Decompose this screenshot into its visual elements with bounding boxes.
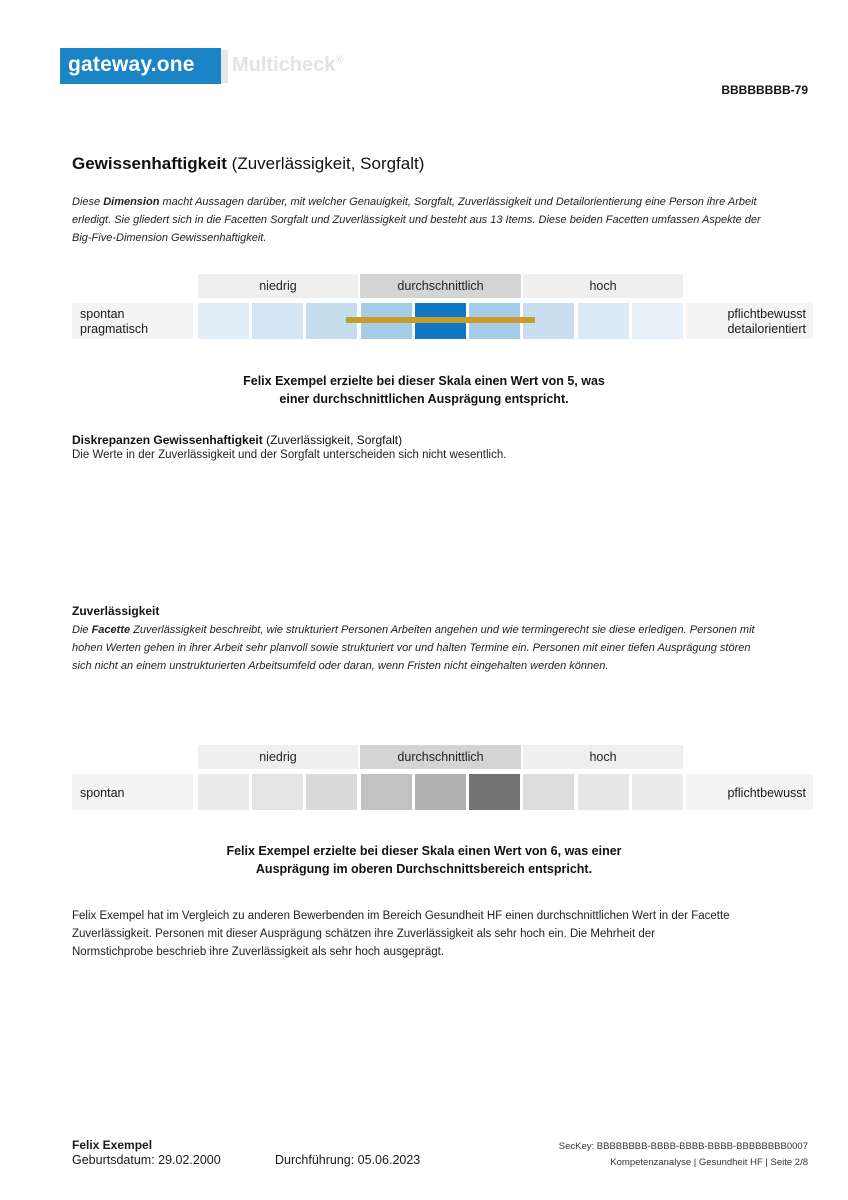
dimension-title bbox=[72, 154, 424, 174]
dimension-title-rest: (Zuverlässigkeit, Sorgfalt) bbox=[231, 154, 425, 173]
discrepancy-heading-bold: Diskrepanzen Gewissenhaftigkeit bbox=[72, 433, 263, 447]
intro-bold: Dimension bbox=[103, 196, 160, 208]
scale-cell-6 bbox=[469, 774, 520, 810]
confidence-range-marker bbox=[346, 317, 535, 323]
footer-meta: Kompetenzanalyse | Gesundheit HF | Seite 2/8 bbox=[610, 1157, 808, 1168]
intro-line-3: Big-Five-Dimension Gewissenhaftigkeit. bbox=[72, 232, 267, 244]
band-high: hoch bbox=[523, 274, 683, 298]
scale-left-label bbox=[72, 774, 193, 810]
facet-scale bbox=[72, 745, 813, 815]
band-low: niedrig bbox=[198, 274, 358, 298]
scale-cell-3 bbox=[306, 774, 357, 810]
scale-cell-9 bbox=[632, 774, 683, 810]
intro-line-2: erledigt. Sie gliedert sich in die Facetten Sorgfalt und Zuverlässigkeit und besteht aus 13 Items. Diese beiden Facetten umfassen Aspekte der bbox=[72, 214, 761, 226]
facet-description bbox=[72, 621, 807, 675]
dimension-title-bold: Gewissenhaftigkeit bbox=[72, 154, 227, 173]
summary-line-2: Zuverlässigkeit. Personen mit dieser Ausprägung schätzen ihre Zuverlässigkeit als sehr hoch ein. Die Mehrheit der bbox=[72, 928, 655, 940]
discrepancy-heading-rest: (Zuverlässigkeit, Sorgfalt) bbox=[266, 433, 403, 447]
scale-cell-4 bbox=[361, 774, 412, 810]
scale-2-result bbox=[0, 842, 848, 878]
scale-cell-1 bbox=[198, 774, 249, 810]
right-label-line-2: detailorientiert bbox=[727, 322, 806, 336]
footer-execution-date: Durchführung: 05.06.2023 bbox=[275, 1153, 421, 1167]
scale-cell-5 bbox=[415, 774, 466, 810]
facet-line-1 bbox=[72, 621, 807, 639]
result-2-line-1: Felix Exempel erzielte bei dieser Skala einen Wert von 6, was einer bbox=[226, 844, 622, 858]
logo-gateway-one: gateway.one bbox=[68, 53, 195, 76]
right-label-line-1: pflichtbewusst bbox=[727, 786, 806, 800]
scale-cell-1 bbox=[198, 303, 249, 339]
scale-right-label bbox=[686, 303, 813, 339]
facet-heading: Zuverlässigkeit bbox=[72, 604, 160, 618]
left-label-line-1: spontan bbox=[80, 307, 125, 321]
band-high: hoch bbox=[523, 745, 683, 769]
facet-bold: Facette bbox=[91, 624, 131, 636]
document-code: BBBBBBBB-79 bbox=[721, 83, 808, 97]
discrepancy-heading bbox=[72, 433, 402, 447]
band-average: durchschnittlich bbox=[360, 274, 521, 298]
summary-line-3: Normstichprobe beschrieb ihre Zuverlässigkeit als sehr hoch ausgeprägt. bbox=[72, 946, 445, 958]
band-low: niedrig bbox=[198, 745, 358, 769]
left-label-line-1: spontan bbox=[80, 786, 125, 800]
scale-cell-9 bbox=[632, 303, 683, 339]
scale-cell-7 bbox=[523, 774, 574, 810]
result-2-line-2: Ausprägung im oberen Durchschnittsbereich entspricht. bbox=[255, 862, 593, 876]
result-1-line-2: einer durchschnittlichen Ausprägung entspricht. bbox=[279, 392, 569, 406]
logo-multicheck bbox=[232, 54, 343, 77]
scale-cell-8 bbox=[578, 774, 629, 810]
scale-right-label bbox=[686, 774, 813, 810]
band-average: durchschnittlich bbox=[360, 745, 521, 769]
logo-separator bbox=[221, 50, 228, 83]
registered-mark: ® bbox=[335, 54, 344, 67]
facet-line-2: hohen Werten gehen in ihrer Arbeit sehr planvoll sowie strukturiert vor und halten Termine ein. Personen mit einer tiefen Ausprägung stören bbox=[72, 642, 751, 654]
facet-pre: Die bbox=[72, 624, 89, 636]
footer-birth-date: Geburtsdatum: 29.02.2000 bbox=[72, 1153, 221, 1167]
summary-line-1: Felix Exempel hat im Vergleich zu anderen Bewerbenden im Bereich Gesundheit HF einen durchschnittlichen Wert in der Facette bbox=[72, 910, 730, 922]
intro-pre: Diese bbox=[72, 196, 101, 208]
scale-cell-8 bbox=[578, 303, 629, 339]
left-label-line-2: pragmatisch bbox=[80, 322, 149, 336]
dimension-scale bbox=[72, 274, 813, 344]
right-label-line-1: pflichtbewusst bbox=[727, 307, 806, 321]
footer-seckey: SecKey: BBBBBBBB-BBBB-BBBB-BBBB-BBBBBBBB0007 bbox=[558, 1141, 808, 1152]
result-1-line-1: Felix Exempel erzielte bei dieser Skala einen Wert von 5, was bbox=[243, 374, 605, 388]
scale-left-label bbox=[72, 303, 193, 339]
discrepancy-text: Die Werte in der Zuverlässigkeit und der Sorgfalt unterscheiden sich nicht wesentlich. bbox=[72, 449, 507, 461]
scale-cell-2 bbox=[252, 774, 303, 810]
footer-candidate-name: Felix Exempel bbox=[72, 1138, 153, 1152]
scale-1-result bbox=[0, 372, 848, 408]
scale-cell-2 bbox=[252, 303, 303, 339]
facet-summary bbox=[72, 907, 812, 961]
logo-multicheck-text: Multicheck bbox=[232, 54, 336, 76]
facet-line-1-rest: Zuverlässigkeit beschreibt, wie strukturiert Personen Arbeiten angehen und wie termingerecht sie diese erledigen. Personen mit bbox=[133, 624, 755, 636]
intro-line-1-rest: macht Aussagen darüber, mit welcher Genauigkeit, Sorgfalt, Zuverlässigkeit und Detailorientierung eine Person ihre Arbeit bbox=[162, 196, 757, 208]
dimension-intro bbox=[72, 193, 807, 247]
intro-line-1 bbox=[72, 193, 807, 211]
facet-line-3: sich nicht an einem unstrukturierten Arbeitsumfeld oder daran, wenn Fristen nicht eingehalten werden können. bbox=[72, 660, 609, 672]
